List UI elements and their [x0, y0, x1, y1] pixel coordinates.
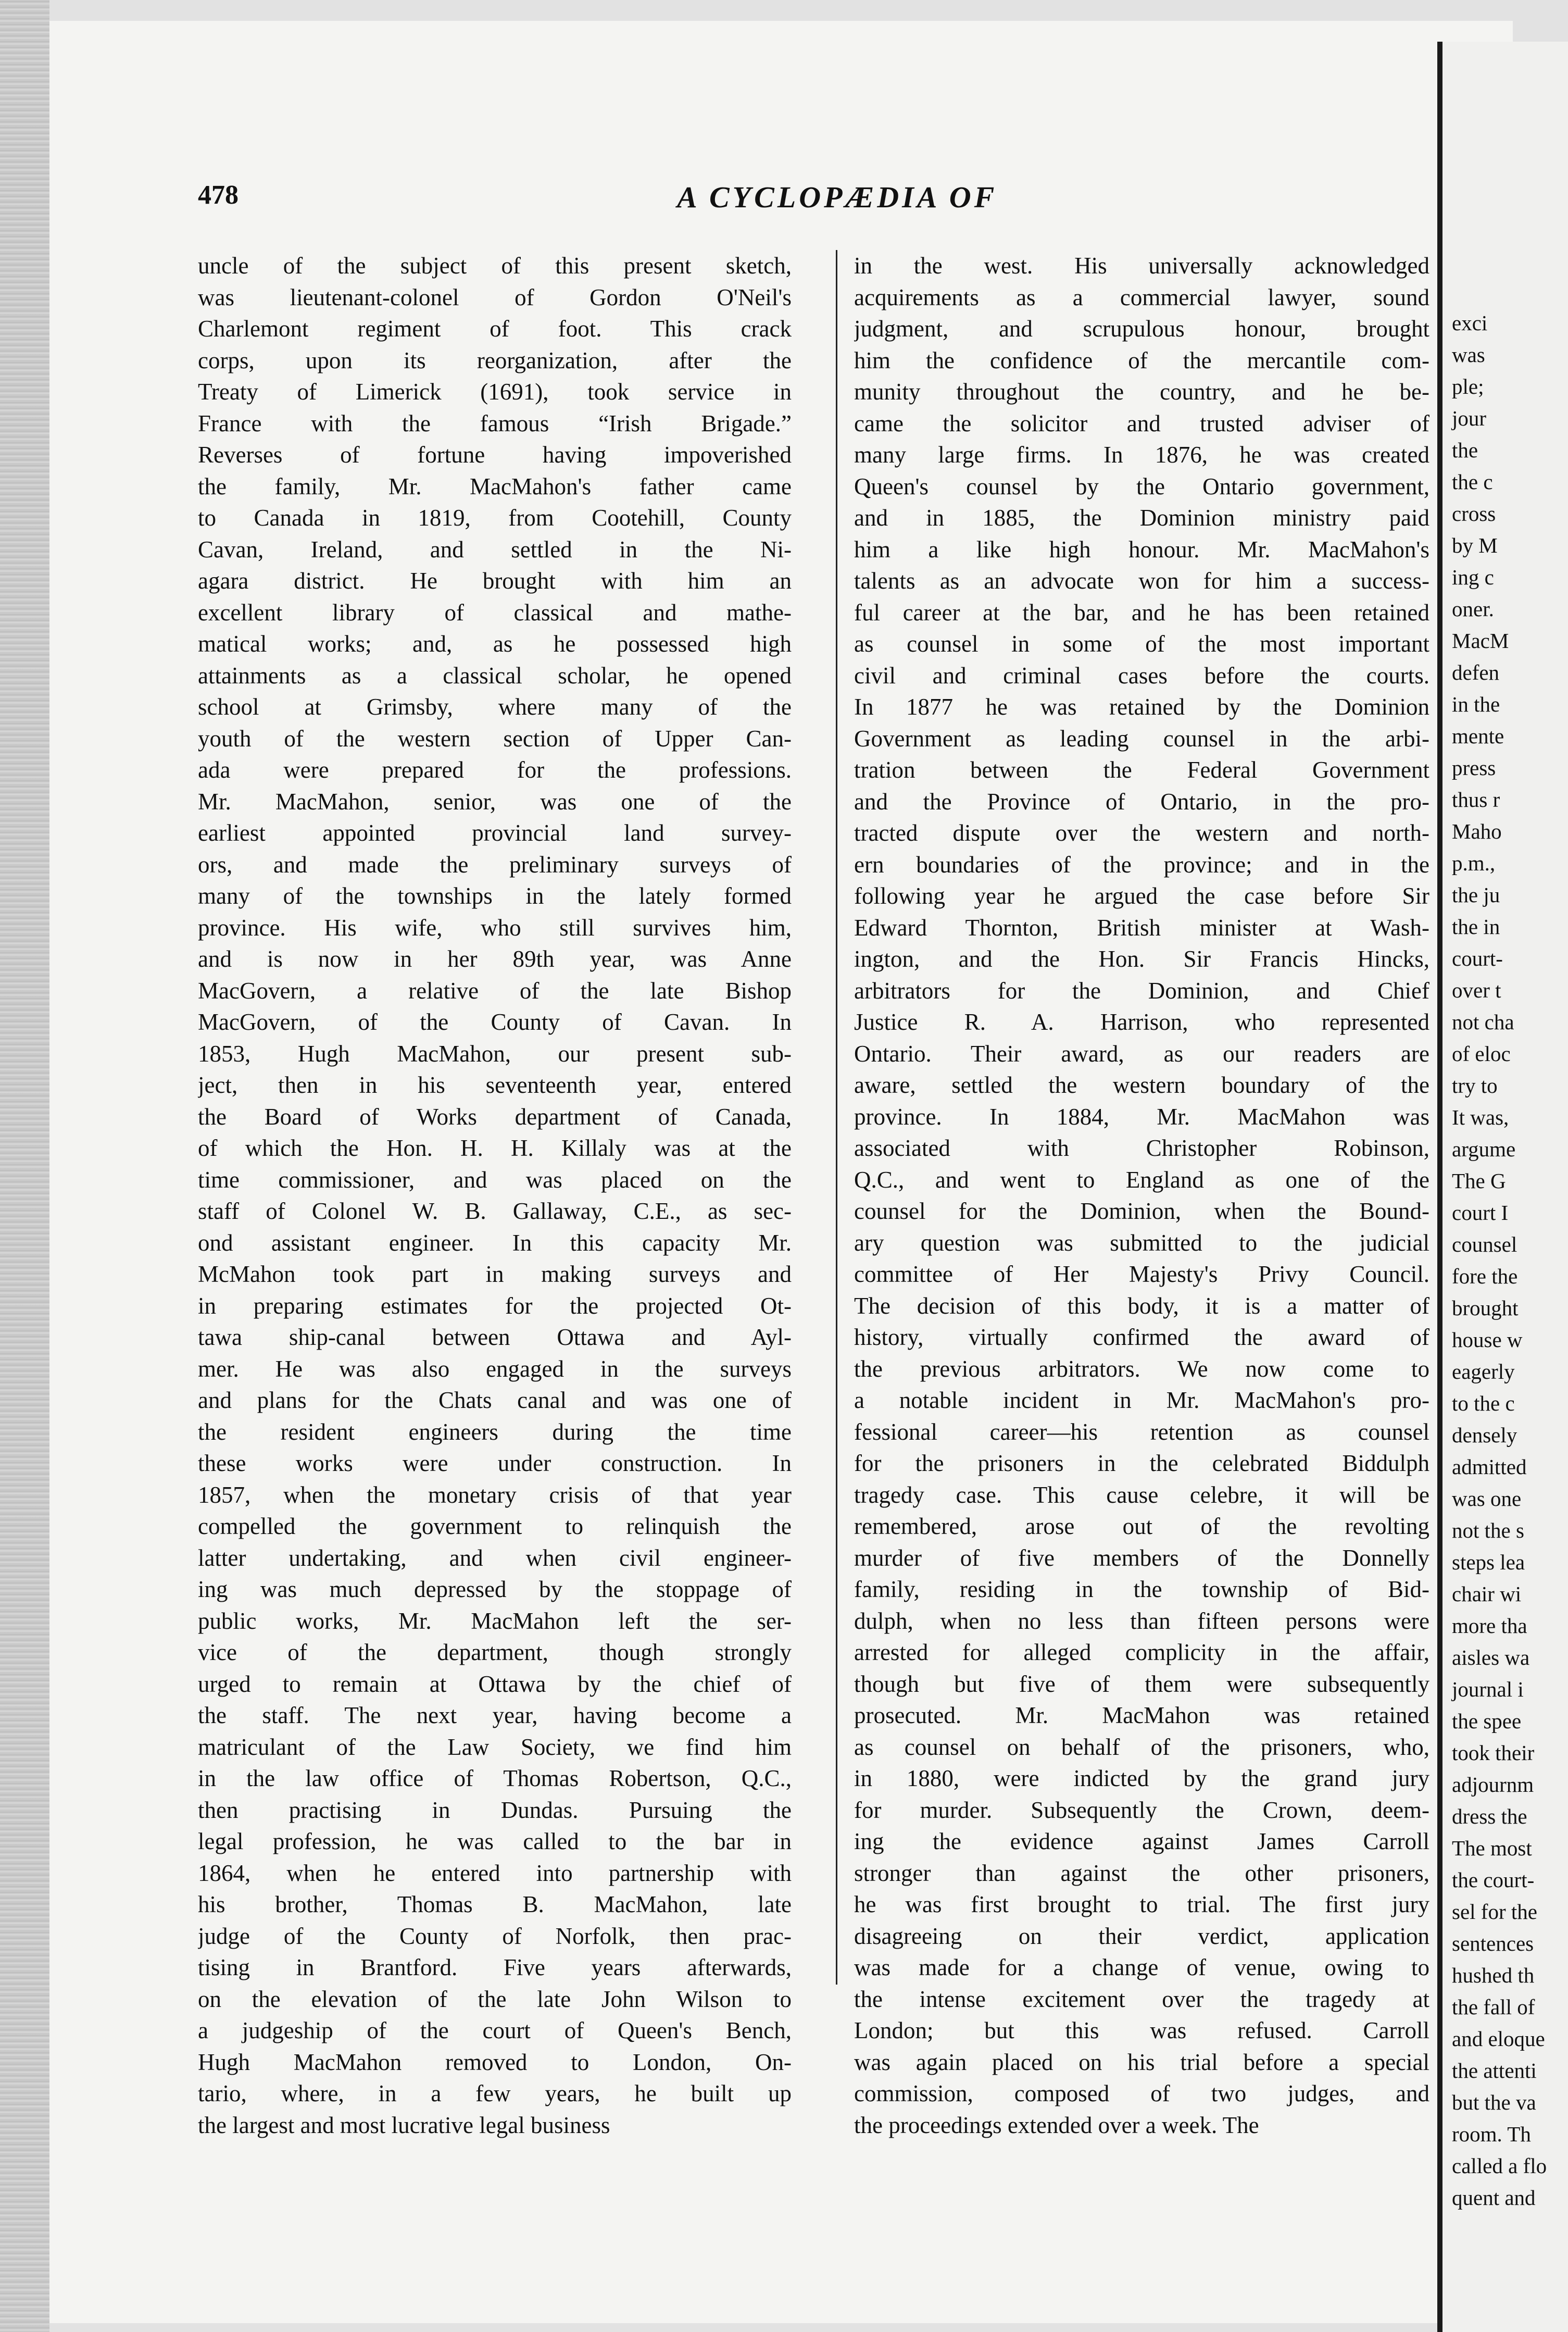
text-line: murder of five members of the Donnelly: [854, 1544, 1429, 1571]
scan-left-edge: [0, 0, 49, 2332]
fragment-line: in the: [1452, 692, 1500, 716]
text-line: in preparing estimates for the projected Ot-: [198, 1292, 792, 1319]
text-line: province. In 1884, Mr. MacMahon was: [854, 1103, 1429, 1130]
text-line: ern boundaries of the province; and in the: [854, 851, 1429, 878]
text-line: school at Grimsby, where many of the: [198, 694, 792, 720]
page-number: 478: [198, 180, 239, 210]
text-line: many of the townships in the lately formed: [198, 883, 792, 909]
text-line: province. His wife, who still survives him,: [198, 914, 792, 941]
text-line: and the Province of Ontario, in the pro-: [854, 788, 1429, 815]
text-line: Q.C., and went to England as one of the: [854, 1166, 1429, 1193]
fragment-line: the fall of: [1452, 1995, 1535, 2019]
text-line: the previous arbitrators. We now come to: [854, 1355, 1429, 1382]
text-line: public works, Mr. MacMahon left the ser-: [198, 1607, 792, 1634]
text-line: these works were under construction. In: [198, 1450, 792, 1476]
text-line: the resident engineers during the time: [198, 1418, 792, 1445]
text-line: Treaty of Limerick (1691), took service in: [198, 379, 792, 405]
text-line: aware, settled the western boundary of the: [854, 1072, 1429, 1098]
fragment-line: argume: [1452, 1137, 1516, 1161]
fragment-line: the spee: [1452, 1709, 1522, 1733]
text-line: compelled the government to relinquish the: [198, 1513, 792, 1539]
text-line: tracted dispute over the western and north-: [854, 820, 1429, 846]
text-line: family, residing in the township of Bid-: [854, 1576, 1429, 1602]
fragment-line: not cha: [1452, 1010, 1514, 1034]
text-line: the staff. The next year, having become a: [198, 1702, 792, 1728]
fragment-line: the: [1452, 438, 1478, 462]
fragment-line: the court-: [1452, 1868, 1535, 1892]
fragment-line: not the s: [1452, 1518, 1524, 1542]
fragment-line: mente: [1452, 724, 1504, 748]
text-line: a notable incident in Mr. MacMahon's pro-: [854, 1387, 1429, 1413]
fragment-line: court I: [1452, 1201, 1509, 1225]
fragment-line: p.m.,: [1452, 851, 1496, 875]
text-line: youth of the western section of Upper Can-: [198, 725, 792, 752]
fragment-line: aisles wa: [1452, 1645, 1530, 1669]
page-header: [198, 180, 1448, 221]
right-column: [854, 250, 1429, 2141]
text-line: judgment, and scrupulous honour, brought: [854, 316, 1429, 342]
fragment-line: hushed th: [1452, 1963, 1535, 1987]
text-line: tawa ship-canal between Ottawa and Ayl-: [198, 1324, 792, 1350]
text-line: ing was much depressed by the stoppage of: [198, 1576, 792, 1602]
text-line: judge of the County of Norfolk, then prac-: [198, 1923, 792, 1949]
running-title: A CYCLOPÆDIA OF: [677, 180, 998, 214]
fragment-line: chair wi: [1452, 1582, 1522, 1606]
text-line: Hugh MacMahon removed to London, On-: [198, 2049, 792, 2075]
text-line: his brother, Thomas B. MacMahon, late: [198, 1891, 792, 1917]
text-line: urged to remain at Ottawa by the chief of: [198, 1670, 792, 1697]
text-line: ject, then in his seventeenth year, entered: [198, 1072, 792, 1098]
text-line: Queen's counsel by the Ontario government,: [854, 473, 1429, 500]
text-line: time commissioner, and was placed on the: [198, 1166, 792, 1193]
text-line: prosecuted. Mr. MacMahon was retained: [854, 1702, 1429, 1728]
text-line: tising in Brantford. Five years afterwards,: [198, 1954, 792, 1980]
fragment-line: eagerly: [1452, 1360, 1515, 1383]
fragment-line: the attenti: [1452, 2059, 1537, 2082]
text-line: MacGovern, a relative of the late Bishop: [198, 977, 792, 1004]
text-line: excellent library of classical and mathe-: [198, 599, 792, 626]
text-line: came the solicitor and trusted adviser of: [854, 410, 1429, 437]
text-line: ors, and made the preliminary surveys of: [198, 851, 792, 878]
fragment-line: jour: [1452, 406, 1487, 430]
text-line: legal profession, he was called to the bar in: [198, 1828, 792, 1854]
fragment-line: by M: [1452, 533, 1498, 557]
fragment-line: took their: [1452, 1741, 1535, 1765]
text-line: then practising in Dundas. Pursuing the: [198, 1797, 792, 1823]
fragment-line: the c: [1452, 470, 1493, 494]
text-line: stronger than against the other prisoners,: [854, 1860, 1429, 1886]
text-line: counsel for the Dominion, when the Bound-: [854, 1198, 1429, 1224]
fragment-line: The most: [1452, 1836, 1532, 1860]
text-line: MacGovern, of the County of Cavan. In: [198, 1009, 792, 1035]
fragment-line: but the va: [1452, 2090, 1536, 2114]
text-line: ing the evidence against James Carroll: [854, 1828, 1429, 1854]
text-line: munity throughout the country, and he be-: [854, 379, 1429, 405]
text-line: the intense excitement over the tragedy at: [854, 1986, 1429, 2012]
text-line: arbitrators for the Dominion, and Chief: [854, 977, 1429, 1004]
text-line: for the prisoners in the celebrated Biddulph: [854, 1450, 1429, 1476]
text-line: Cavan, Ireland, and settled in the Ni-: [198, 536, 792, 563]
fragment-line: sentences: [1452, 1931, 1534, 1955]
fragment-line: dress the: [1452, 1804, 1527, 1828]
text-line: mer. He was also engaged in the surveys: [198, 1355, 792, 1382]
text-line: as counsel in some of the most important: [854, 631, 1429, 657]
text-line: In 1877 he was retained by the Dominion: [854, 694, 1429, 720]
fragment-line: and eloque: [1452, 2027, 1545, 2051]
fragment-line: the ju: [1452, 883, 1500, 907]
text-line: staff of Colonel W. B. Gallaway, C.E., as sec-: [198, 1198, 792, 1224]
fragment-line: admitted: [1452, 1455, 1527, 1479]
text-line: many large firms. In 1876, he was created: [854, 442, 1429, 468]
text-line: in the law office of Thomas Robertson, Q.C.,: [198, 1765, 792, 1791]
fragment-line: over t: [1452, 978, 1501, 1002]
text-line: 1864, when he entered into partnership with: [198, 1860, 792, 1886]
fragment-line: defen: [1452, 660, 1500, 684]
text-line: talents as an advocate won for him a success-: [854, 568, 1429, 594]
text-line: was again placed on his trial before a special: [854, 2049, 1429, 2075]
text-line: him a like high honour. Mr. MacMahon's: [854, 536, 1429, 563]
text-line: dulph, when no less than fifteen persons were: [854, 1607, 1429, 1634]
fragment-line: try to: [1452, 1074, 1498, 1098]
text-line: 1853, Hugh MacMahon, our present sub-: [198, 1040, 792, 1067]
fragment-line: densely: [1452, 1423, 1517, 1447]
text-line: ary question was submitted to the judicial: [854, 1229, 1429, 1256]
text-line: The decision of this body, it is a matter of: [854, 1292, 1429, 1319]
fragment-line: called a flo: [1452, 2154, 1547, 2178]
fragment-line: cross: [1452, 502, 1496, 526]
text-line: and is now in her 89th year, was Anne: [198, 946, 792, 972]
text-line: matical works; and, as he possessed high: [198, 631, 792, 657]
facing-page-fragment: [1437, 42, 1568, 2332]
text-line: the family, Mr. MacMahon's father came: [198, 473, 792, 500]
text-line: in the west. His universally acknowledged: [854, 253, 1429, 279]
text-line: on the elevation of the late John Wilson to: [198, 1986, 792, 2012]
fragment-line: exci: [1452, 311, 1488, 335]
text-line: uncle of the subject of this present sketch,: [198, 253, 792, 279]
fragment-line: press: [1452, 756, 1496, 780]
text-line: Edward Thornton, British minister at Wash-: [854, 914, 1429, 941]
text-line: McMahon took part in making surveys and: [198, 1261, 792, 1287]
text-line: history, virtually confirmed the award of: [854, 1324, 1429, 1350]
fragment-line: room. Th: [1452, 2122, 1531, 2146]
fragment-line: was: [1452, 343, 1485, 367]
fragment-line: house w: [1452, 1328, 1523, 1352]
text-line: corps, upon its reorganization, after the: [198, 347, 792, 373]
text-line: he was first brought to trial. The first jury: [854, 1891, 1429, 1917]
text-line: acquirements as a commercial lawyer, sound: [854, 284, 1429, 310]
text-line: him the confidence of the mercantile com-: [854, 347, 1429, 373]
text-line: and plans for the Chats canal and was one of: [198, 1387, 792, 1413]
left-column: [198, 250, 792, 2141]
fragment-line: of eloc: [1452, 1042, 1511, 1066]
text-line: ada were prepared for the professions.: [198, 757, 792, 783]
fragment-line: counsel: [1452, 1232, 1517, 1256]
text-line: Ontario. Their award, as our readers are: [854, 1040, 1429, 1067]
fragment-line: MacM: [1452, 629, 1509, 653]
text-line: ful career at the bar, and he has been retained: [854, 599, 1429, 626]
text-line: for murder. Subsequently the Crown, deem-: [854, 1797, 1429, 1823]
text-line: and in 1885, the Dominion ministry paid: [854, 505, 1429, 531]
text-line: a judgeship of the court of Queen's Bench,: [198, 2017, 792, 2043]
fragment-line: more tha: [1452, 1614, 1527, 1638]
fragment-line: was one: [1452, 1487, 1522, 1511]
text-line: was made for a change of venue, owing to: [854, 1954, 1429, 1980]
fragment-line: The G: [1452, 1169, 1506, 1193]
text-line: arrested for alleged complicity in the affair,: [854, 1639, 1429, 1665]
fragment-line: It was,: [1452, 1105, 1509, 1129]
text-line: of which the Hon. H. H. Killaly was at the: [198, 1135, 792, 1161]
text-line: Reverses of fortune having impoverished: [198, 442, 792, 468]
text-line: the largest and most lucrative legal business: [198, 2112, 610, 2138]
fragment-line: Maho: [1452, 819, 1502, 843]
text-line: though but five of them were subsequently: [854, 1670, 1429, 1697]
fragment-line: steps lea: [1452, 1550, 1525, 1574]
fragment-line: court-: [1452, 946, 1503, 970]
text-line: agara district. He brought with him an: [198, 568, 792, 594]
fragment-line: the in: [1452, 915, 1500, 939]
fragment-line: to the c: [1452, 1391, 1515, 1415]
fragment-line: adjournm: [1452, 1773, 1534, 1797]
text-line: civil and criminal cases before the courts.: [854, 662, 1429, 689]
text-line: Charlemont regiment of foot. This crack: [198, 316, 792, 342]
text-line: fessional career—his retention as counsel: [854, 1418, 1429, 1445]
text-line: ond assistant engineer. In this capacity Mr.: [198, 1229, 792, 1256]
text-line: to Canada in 1819, from Cootehill, County: [198, 505, 792, 531]
text-line: matriculant of the Law Society, we find him: [198, 1734, 792, 1760]
text-line: as counsel on behalf of the prisoners, who,: [854, 1734, 1429, 1760]
text-line: the proceedings extended over a week. The: [854, 2112, 1259, 2138]
fragment-line: quent and: [1452, 2186, 1536, 2210]
text-line: France with the famous “Irish Brigade.”: [198, 410, 792, 437]
text-line: tragedy case. This cause celebre, it will be: [854, 1481, 1429, 1508]
text-line: tration between the Federal Government: [854, 757, 1429, 783]
text-line: Justice R. A. Harrison, who represented: [854, 1009, 1429, 1035]
text-line: associated with Christopher Robinson,: [854, 1135, 1429, 1161]
fragment-line: ing c: [1452, 565, 1494, 589]
text-line: 1857, when the monetary crisis of that year: [198, 1481, 792, 1508]
text-line: Mr. MacMahon, senior, was one of the: [198, 788, 792, 815]
fragment-line: brought: [1452, 1296, 1519, 1320]
facing-page-text: [1452, 307, 1568, 2214]
text-line: disagreeing on their verdict, application: [854, 1923, 1429, 1949]
fragment-line: journal i: [1452, 1677, 1524, 1701]
text-line: latter undertaking, and when civil engineer-: [198, 1544, 792, 1571]
text-line: Government as leading counsel in the arbi-: [854, 725, 1429, 752]
text-line: tario, where, in a few years, he built up: [198, 2080, 792, 2106]
column-divider: [836, 250, 837, 1985]
text-line: attainments as a classical scholar, he opened: [198, 662, 792, 689]
text-line: remembered, arose out of the revolting: [854, 1513, 1429, 1539]
text-line: was lieutenant-colonel of Gordon O'Neil's: [198, 284, 792, 310]
text-line: the Board of Works department of Canada,: [198, 1103, 792, 1130]
text-line: vice of the department, though strongly: [198, 1639, 792, 1665]
fragment-line: thus r: [1452, 788, 1500, 812]
text-line: in 1880, were indicted by the grand jury: [854, 1765, 1429, 1791]
text-line: following year he argued the case before Sir: [854, 883, 1429, 909]
text-line: ington, and the Hon. Sir Francis Hincks,: [854, 946, 1429, 972]
text-line: committee of Her Majesty's Privy Council.: [854, 1261, 1429, 1287]
fragment-line: ple;: [1452, 375, 1484, 398]
fragment-line: fore the: [1452, 1264, 1518, 1288]
fragment-line: sel for the: [1452, 1900, 1537, 1924]
text-line: earliest appointed provincial land survey-: [198, 820, 792, 846]
text-line: London; but this was refused. Carroll: [854, 2017, 1429, 2043]
text-line: commission, composed of two judges, and: [854, 2080, 1429, 2106]
fragment-line: oner.: [1452, 597, 1494, 621]
